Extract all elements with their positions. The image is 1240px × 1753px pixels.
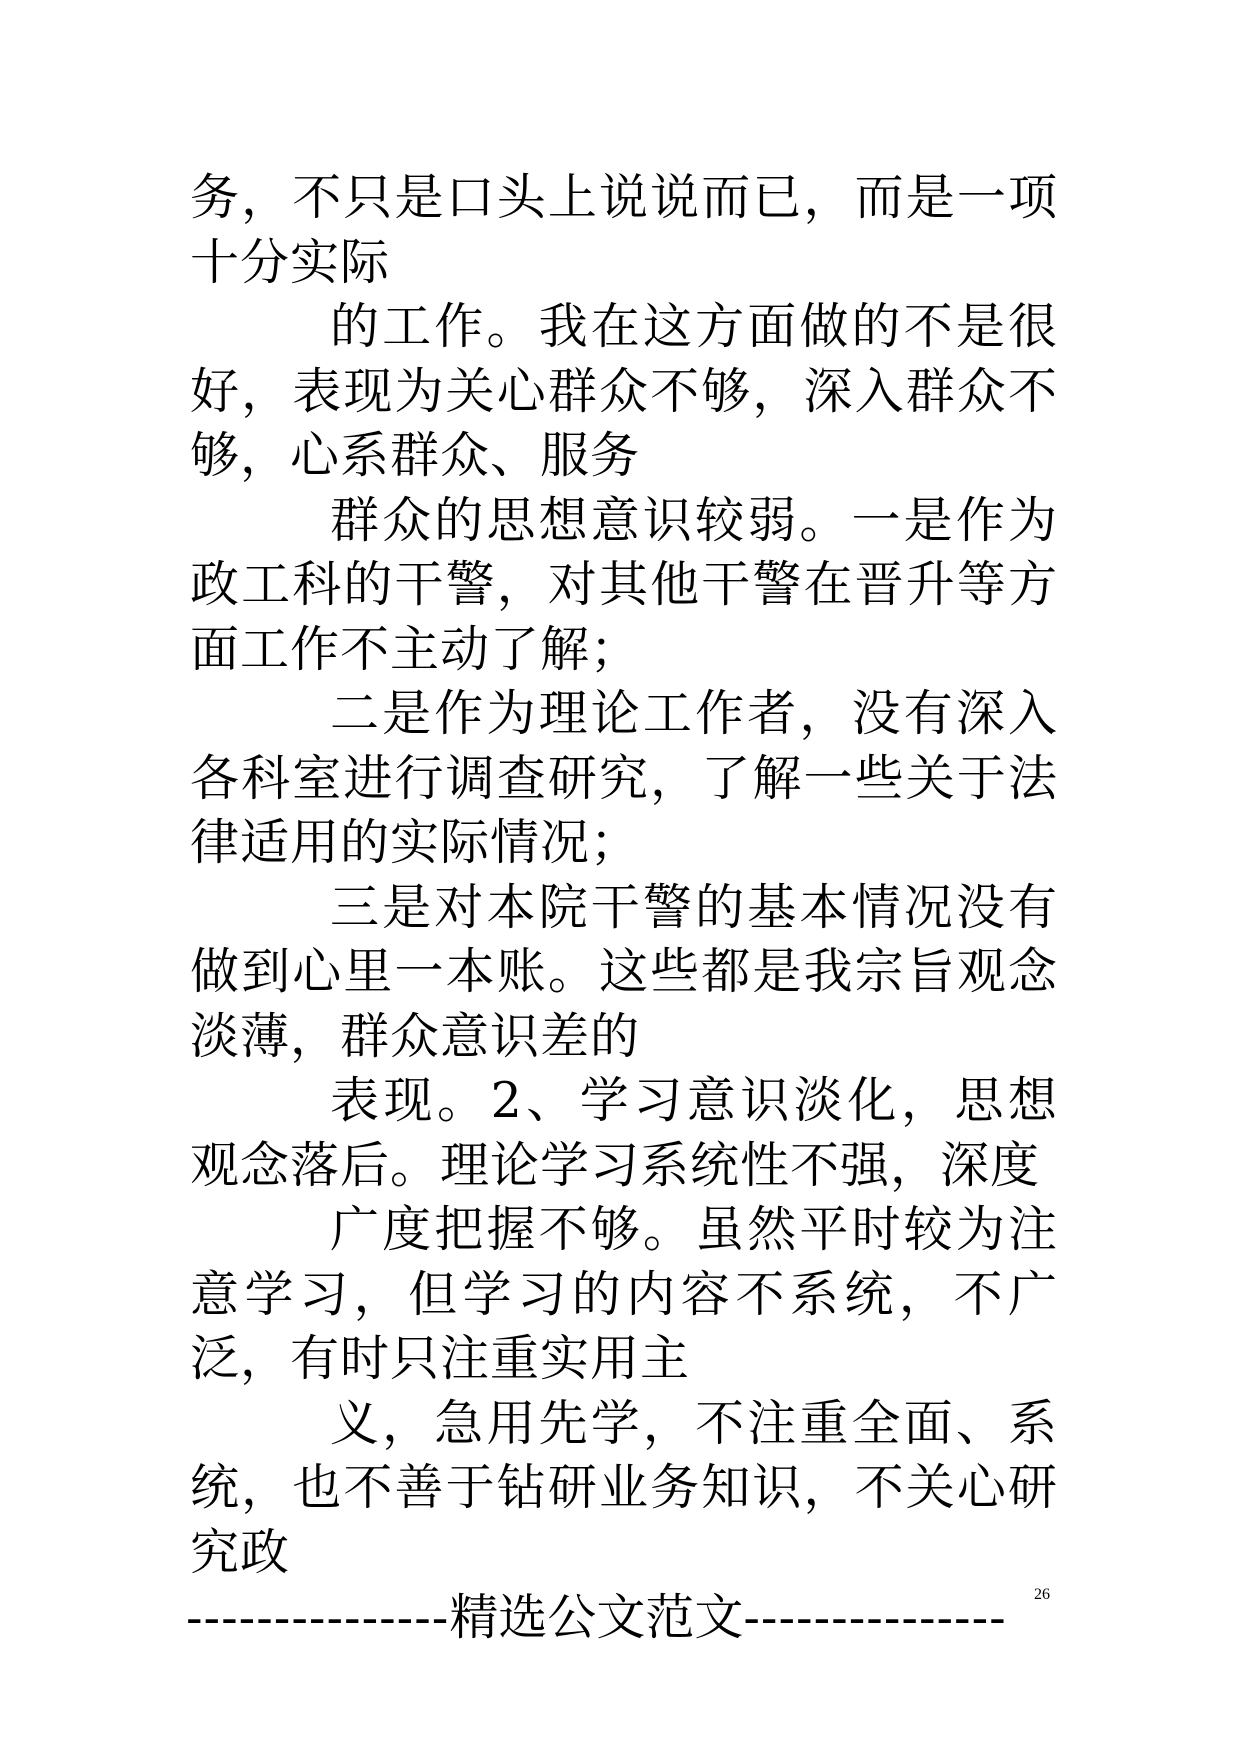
footer-title: 精选公文范文 — [449, 1589, 744, 1646]
paragraph: 群众的思想意识较弱。一是作为政工科的干警，对其他干警在晋升等方面工作不主动了解； — [190, 491, 1058, 678]
document-body — [190, 166, 1058, 1585]
paragraph: 义，急用先学，不注重全面、系统，也不善于钻研业务知识，不关心研究政 — [190, 1394, 1058, 1581]
paragraph: 表现。2、学习意识淡化，思想观念落后。理论学习系统性不强，深度 — [190, 1072, 1058, 1194]
paragraph: 广度把握不够。虽然平时较为注意学习，但学习的内容不系统，不广泛，有时只注重实用主 — [190, 1201, 1058, 1387]
footer-right-dashes: --------------- — [743, 1589, 1007, 1646]
page-number: 26 — [1034, 1586, 1050, 1603]
paragraph: 务，不只是口头上说说而已，而是一项十分实际 — [190, 169, 1058, 291]
paragraph: 二是作为理论工作者，没有深入各科室进行调查研究，了解一些关于法律适用的实际情况； — [190, 685, 1058, 871]
footer-left-dashes: --------------- — [186, 1589, 450, 1646]
paragraph: 的工作。我在这方面做的不是很好，表现为关心群众不够，深入群众不够，心系群众、服务 — [190, 298, 1058, 484]
page-footer — [186, 1588, 1026, 1648]
paragraph: 三是对本院干警的基本情况没有做到心里一本账。这些都是我宗旨观念淡薄，群众意识差的 — [190, 878, 1058, 1065]
